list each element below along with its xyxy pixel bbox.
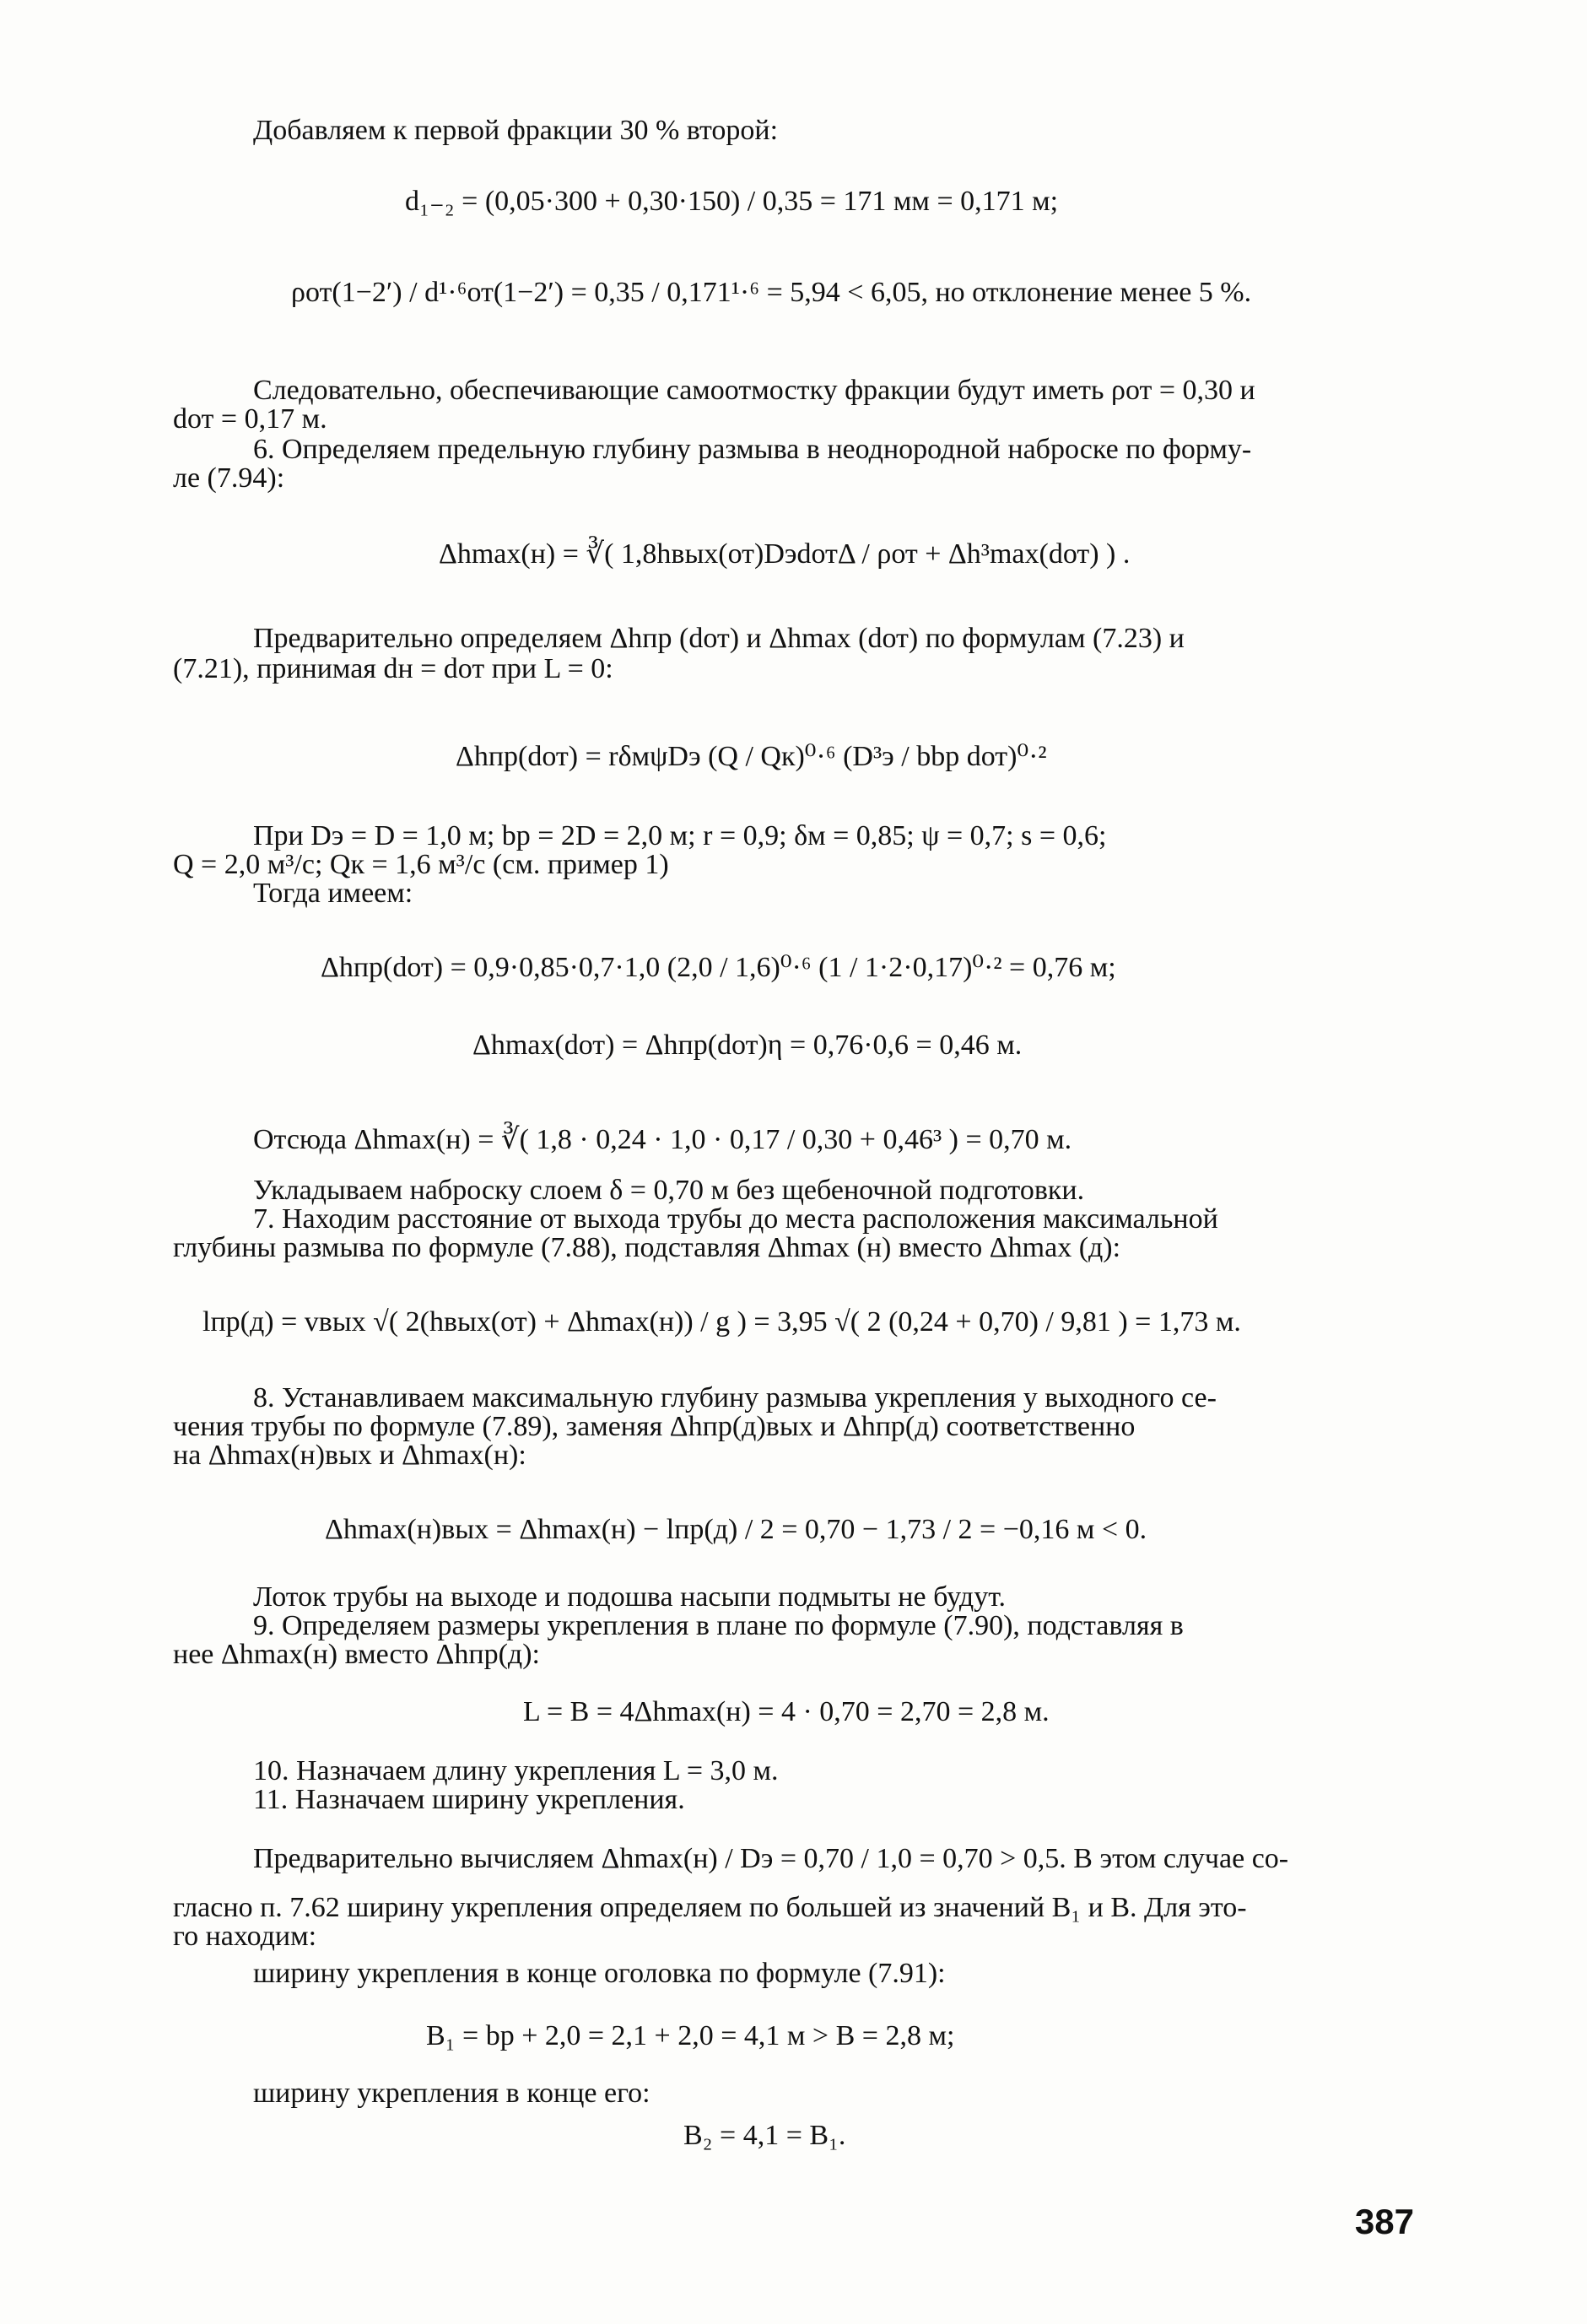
formula-line: Δhmax(н)вых = Δhmax(н) − lпр(д) / 2 = 0,70 − 1,73 / 2 = −0,16 м < 0. [325, 1514, 1147, 1545]
text-line: нее Δhmax(н) вместо Δhпр(д): [173, 1639, 540, 1670]
text-line: ширину укрепления в конце его: [253, 2078, 650, 2109]
text-line: (7.21), принимая dн = dот при L = 0: [173, 653, 613, 684]
formula-line: Отсюда Δhmax(н) = ∛( 1,8 · 0,24 · 1,0 · 0,17 / 0,30 + 0,46³ ) = 0,70 м. [253, 1124, 1072, 1155]
text-line: 6. Определяем предельную глубину размыва в неоднородной наброске по форму- [253, 434, 1252, 465]
text-line: 11. Назначаем ширину укрепления. [253, 1784, 685, 1815]
formula-line: lпр(д) = vвых √( 2(hвых(от) + Δhmax(н)) / g ) = 3,95 √( 2 (0,24 + 0,70) / 9,81 ) = 1,73 м. [202, 1306, 1241, 1338]
text-line: Лоток трубы на выходе и подошва насыпи подмыты не будут. [253, 1581, 1007, 1613]
text-line: на Δhmax(н)вых и Δhmax(н): [173, 1440, 526, 1471]
text-line: Тогда имеем: [253, 878, 413, 909]
formula-line: d₁₋₂ = (0,05·300 + 0,30·150) / 0,35 = 171 мм = 0,171 м; [405, 186, 1059, 217]
text-line: ле (7.94): [173, 462, 285, 494]
text-line: чения трубы по формуле (7.89), заменяя Δhпр(д)вых и Δhпр(д) соответственно [173, 1411, 1136, 1442]
text-line: 9. Определяем размеры укрепления в плане по формуле (7.90), подставляя в [253, 1610, 1184, 1641]
formula-line: Δhmax(н) = ∛( 1,8hвых(от)DэdотΔ / ρот + Δh³max(dот) ) . [439, 538, 1131, 570]
formula-line: Δhпр(dот) = rδмψDэ (Q / Qк)⁰·⁶ (D³э / bbр dот)⁰·² [456, 741, 1047, 772]
text-line: Предварительно определяем Δhпр (dот) и Δhmax (dот) по формулам (7.23) и [253, 623, 1185, 654]
formula-line: B₂ = 4,1 = B₁. [683, 2120, 846, 2151]
text-line: 10. Назначаем длину укрепления L = 3,0 м. [253, 1755, 779, 1786]
text-line: 8. Устанавливаем максимальную глубину размыва укрепления у выходного се- [253, 1382, 1217, 1413]
text-line: 7. Находим расстояние от выхода трубы до места расположения максимальной [253, 1203, 1218, 1235]
text-line: При Dэ = D = 1,0 м; bр = 2D = 2,0 м; r = 0,9; δм = 0,85; ψ = 0,7; s = 0,6; [253, 820, 1107, 851]
text-line: Предварительно вычисляем Δhmax(н) / Dэ = 0,70 / 1,0 = 0,70 > 0,5. В этом случае со- [253, 1843, 1289, 1874]
formula-line: ρот(1−2′) / d¹·⁶от(1−2′) = 0,35 / 0,171¹·⁶ = 5,94 < 6,05, но отклонение менее 5 %. [291, 277, 1252, 308]
text-line: ширину укрепления в конце оголовка по формуле (7.91): [253, 1958, 946, 1989]
text-line: Укладываем наброску слоем δ = 0,70 м без щебеночной подготовки. [253, 1175, 1085, 1206]
page-number: 387 [1354, 2202, 1414, 2241]
text-line: го находим: [173, 1921, 317, 1952]
formula-line: Δhmax(dот) = Δhпр(dот)η = 0,76·0,6 = 0,46 м. [472, 1030, 1023, 1061]
text-line: Добавляем к первой фракции 30 % второй: [253, 115, 779, 146]
formula-line: L = B = 4Δhmax(н) = 4 · 0,70 = 2,70 = 2,8 м. [523, 1696, 1050, 1727]
text-line: гласно п. 7.62 ширину укрепления определяем по большей из значений B₁ и B. Для это- [173, 1892, 1247, 1923]
text-line: Q = 2,0 м³/с; Qк = 1,6 м³/с (см. пример 1) [173, 849, 669, 880]
formula-line: Δhпр(dот) = 0,9·0,85·0,7·1,0 (2,0 / 1,6)⁰·⁶ (1 / 1·2·0,17)⁰·² = 0,76 м; [321, 952, 1116, 983]
formula-line: B₁ = bр + 2,0 = 2,1 + 2,0 = 4,1 м > B = 2,8 м; [426, 2020, 955, 2051]
text-line: Следовательно, обеспечивающие самоотмостку фракции будут иметь ρот = 0,30 и [253, 375, 1255, 406]
text-line: dот = 0,17 м. [173, 403, 327, 435]
text-line: глубины размыва по формуле (7.88), подставляя Δhmax (н) вместо Δhmax (д): [173, 1232, 1121, 1263]
